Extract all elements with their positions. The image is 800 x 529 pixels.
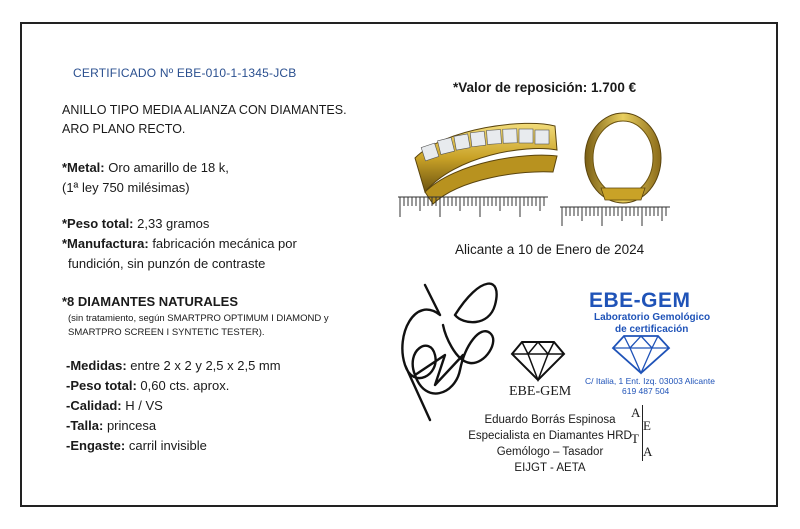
expert-title: Gemólogo – Tasador [496,446,604,458]
talla-value: princesa [106,418,157,433]
certificate-number: CERTIFICADO Nº EBE-010-1-1345-JCB [73,66,297,80]
manufactura-value: fabricación mecánica por [152,236,297,251]
stamp-title: EBE-GEM [589,289,691,312]
talla-label: -Talla: [66,418,104,433]
medidas-label: -Medidas: [66,358,127,373]
calidad-line [66,398,163,413]
diamond-logo-icon [510,338,566,382]
aeta-letter: E [643,418,651,433]
peso-value: 2,33 gramos [137,216,210,231]
engaste-label: -Engaste: [66,438,126,453]
manufactura-line [62,236,297,251]
aeta-letter: A [643,444,653,459]
ring-subtitle: ARO PLANO RECTO. [62,122,186,136]
ruler-left [398,196,548,222]
diamonds-heading: *8 DIAMANTES NATURALES [62,294,238,309]
stamp-address: C/ Italia, 1 Ent. Izq. 03003 Alicante [585,376,715,386]
expert-org: EIJGT - AETA [514,462,586,474]
replacement-value: *Valor de reposición: 1.700 € [453,80,637,95]
medidas-line [66,358,281,373]
signature [385,255,505,425]
ring-title: ANILLO TIPO MEDIA ALIANZA CON DIAMANTES. [62,103,347,117]
metal-note: (1ª ley 750 milésimas) [62,180,190,195]
aeta-letter: A [631,405,641,420]
metal-line [62,160,229,175]
stamp-phone: 619 487 504 [622,386,670,396]
stamp-subtitle1: Laboratorio Gemológico [594,312,711,323]
metal-value: Oro amarillo de 18 k, [108,160,229,175]
stamp-subtitle2: de certificación [615,324,689,335]
stamp-diamond-icon [610,333,672,375]
medidas-value: entre 2 x 2 y 2,5 x 2,5 mm [130,358,281,373]
diamond-peso-value: 0,60 cts. aprox. [140,378,230,393]
peso-label: *Peso total: [62,216,134,231]
manufactura-value2: fundición, sin punzón de contraste [68,256,266,271]
peso-line [62,216,209,231]
calidad-value: H / VS [125,398,163,413]
expert-role: Especialista en Diamantes HRD [468,430,632,442]
engaste-value: carril invisible [128,438,207,453]
manufactura-label: *Manufactura: [62,236,149,251]
diamonds-note1: (sin tratamiento, según SMARTPRO OPTIMUM I DIAMOND y [68,313,329,324]
diamond-peso-label: -Peso total: [66,378,137,393]
ruler-right [560,206,670,226]
engaste-line [66,438,207,453]
calidad-label: -Calidad: [66,398,122,413]
metal-label: *Metal: [62,160,105,175]
logo-wordmark: EBE-GEM [509,384,572,399]
diamonds-note2: SMARTPRO SCREEN I SYNTETIC TESTER). [68,327,265,338]
diamond-peso-line [66,378,229,393]
issue-date: Alicante a 10 de Enero de 2024 [455,242,645,257]
aeta-letter: T [631,431,639,446]
expert-name: Eduardo Borrás Espinosa [484,414,616,426]
talla-line [66,418,156,433]
